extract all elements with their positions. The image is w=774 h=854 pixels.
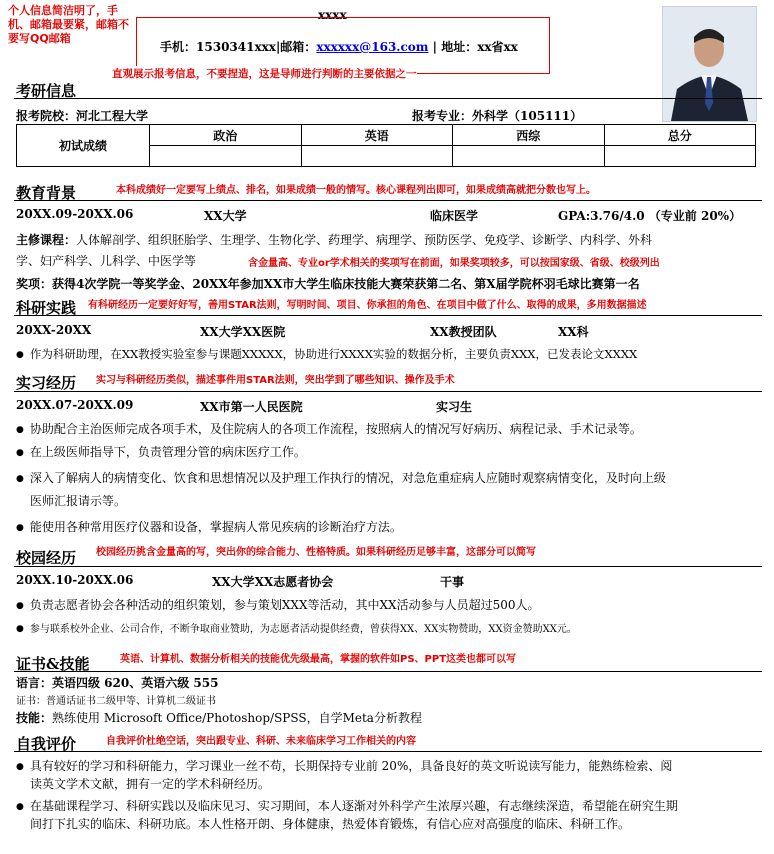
campus-bullet: ● 参与联系校外企业、公司合作，不断争取商业赞助，为志愿者活动提供经费，曾获得XX、XX实物赞助，XX资金赞助XX元。 — [16, 620, 577, 635]
research-date: 20XX-20XX — [16, 323, 92, 337]
edu-courses — [16, 231, 652, 248]
phone-label: 手机： — [160, 40, 197, 54]
self-eval-bullet-cont: 间打下扎实的临床、科研功底。本人性格开朗、身体健康，热爱体育锻炼，有信心应对高强度的临床、科研工作。 — [30, 817, 631, 831]
edu-courses-2: 学、妇产科学、儿科学、中医学等 — [16, 254, 197, 268]
intern-role: 实习生 — [436, 400, 473, 414]
major-label: 报考专业： — [412, 109, 473, 123]
campus-role: 干事 — [440, 575, 465, 589]
divider — [14, 315, 762, 316]
self-eval-bullet-cont: 读英文学术文献，拥有一定的学术科研经历。 — [30, 777, 271, 791]
cert-skills — [16, 709, 422, 726]
divider — [14, 671, 762, 672]
intern-bullet: ● 深入了解病人的病情变化、饮食和思想情况以及护理工作执行的情况，对急危重症病人应随时观察病情变化，及时向上级 — [16, 469, 666, 486]
profile-photo — [662, 6, 757, 122]
note-self-eval: 自我评价杜绝空话，突出跟专业、科研、未来临床学习工作相关的内容 — [106, 736, 416, 747]
note-cert: 英语、计算机、数据分析相关的技能优先级最高，掌握的软件如PS、PPT这类也都可以写 — [120, 654, 517, 665]
section-title-campus: 校园经历 — [16, 549, 77, 567]
intern-bullet-cont: 医师汇报请示等。 — [30, 494, 127, 508]
edu-major: 临床医学 — [430, 209, 479, 223]
self-eval-bullet: ● 在基础课程学习、科研实践以及临床见习、实习期间，本人逐渐对外科学产生浓厚兴趣，有志继续深造，希望能在研究生期 — [16, 797, 678, 814]
note-campus: 校园经历挑含金量高的写，突出你的综合能力、性格特质。如果科研经历足够丰富，这部分可以简写 — [96, 547, 536, 558]
email-link[interactable]: xxxxxx@163.com — [316, 40, 429, 54]
score-table — [16, 124, 756, 167]
intern-bullet: ● 能使用各种常用医疗仪器和设备，掌握病人常见疾病的诊断治疗方法。 — [16, 518, 402, 535]
person-silhouette-icon — [663, 7, 756, 121]
divider — [14, 98, 762, 99]
note-education: 本科成绩好一定要写上绩点、排名，如果成绩一般的情写。核心课程列出即可，如果成绩高就把分数也写上。 — [116, 185, 596, 196]
school-label: 报考院校： — [16, 109, 77, 123]
campus-org: XX大学XX志愿者协会 — [212, 575, 334, 589]
note-research: 有科研经历一定要好好写，善用STAR法则，写明时间、项目、你承担的角色、在项目中做了什么、取得的成果，多用数据描述 — [88, 300, 647, 311]
subject-total: 总分 — [604, 125, 756, 146]
exam-major — [412, 107, 582, 124]
section-title-cert: 证书&技能 — [16, 655, 90, 673]
divider — [14, 566, 762, 567]
divider — [14, 200, 762, 201]
research-team: XX教授团队 — [430, 325, 497, 339]
research-org: XX大学XX医院 — [200, 325, 286, 339]
contact-line — [160, 38, 518, 55]
research-dept: XX科 — [558, 325, 589, 339]
section-title-education: 教育背景 — [16, 184, 77, 202]
edu-school: XX大学 — [204, 209, 247, 223]
cert-certs: 证书：普通话证书二级甲等、计算机二级证书 — [16, 696, 216, 707]
divider — [14, 391, 762, 392]
subject-politics: 政治 — [150, 125, 302, 146]
section-title-self-eval: 自我评价 — [16, 735, 77, 753]
intern-bullet: ● 协助配合主治医师完成各项手术，及住院病人的各项工作流程，按照病人的情况写好病历、病程记录、手术记录等。 — [16, 420, 642, 437]
note-awards: 含金量高、专业or学术相关的奖项写在前面，如果奖项较多，可以按国家级、省级、校级列出 — [248, 258, 660, 269]
edu-gpa: GPA:3.76/4.0 （专业前 20%） — [558, 209, 742, 223]
score-row-label: 初试成绩 — [17, 125, 150, 167]
note-internship: 实习与科研经历类似，描述事件用STAR法则，突出学到了哪些知识、操作及手术 — [96, 375, 455, 386]
subject-english: 英语 — [301, 125, 453, 146]
note-exam-info: 直观展示报考信息，不要捏造，这是导师进行判断的主要依据之一 — [112, 68, 417, 80]
cert-language: 语言：英语四级 620、英语六级 555 — [16, 676, 219, 690]
courses-label: 主修课程： — [16, 233, 77, 247]
subject-medical: 西综 — [453, 125, 605, 146]
address-value: xx省xx — [477, 40, 518, 54]
phone-value: 1530341xxx — [196, 40, 276, 54]
edu-date: 20XX.09-20XX.06 — [16, 207, 134, 221]
intern-org: XX市第一人民医院 — [200, 400, 303, 414]
campus-date: 20XX.10-20XX.06 — [16, 573, 134, 587]
section-title-internship: 实习经历 — [16, 374, 77, 392]
divider — [14, 751, 762, 752]
score-cell — [301, 146, 453, 167]
note-contact: 个人信息简洁明了，手机、邮箱最要紧，邮箱不要写QQ邮箱 — [8, 4, 129, 45]
score-cell — [604, 146, 756, 167]
skills-label: 技能： — [16, 711, 53, 725]
research-bullet: ● 作为科研助理，在XX教授实验室参与课题XXXXX，协助进行XXXX实验的数据分析，主要负责XXX，已发表论文XXXX — [16, 346, 637, 362]
exam-school — [16, 107, 148, 124]
campus-bullet: ● 负责志愿者协会各种活动的组织策划，参与策划XXX等活动，其中XX活动参与人员超过500人。 — [16, 596, 539, 613]
intern-date: 20XX.07-20XX.09 — [16, 398, 134, 412]
courses-value: 人体解剖学、组织胚胎学、生理学、生物化学、药理学、病理学、预防医学、免疫学、诊断学、内科学、外科 — [76, 233, 653, 247]
intern-bullet: ● 在上级医师指导下，负责管理分管的病床医疗工作。 — [16, 443, 306, 460]
major-value: 外科学（105111） — [472, 109, 583, 123]
section-title-exam: 考研信息 — [16, 82, 77, 100]
section-title-research: 科研实践 — [16, 299, 77, 317]
address-label: | 地址： — [428, 40, 478, 54]
score-cell — [150, 146, 302, 167]
email-label: |邮箱： — [275, 40, 317, 54]
score-cell — [453, 146, 605, 167]
applicant-name: xxxx — [318, 8, 347, 22]
school-value: 河北工程大学 — [76, 109, 149, 123]
edu-awards: 奖项：获得4次学院一等奖学金、20XX年参加XX市大学生临床技能大赛荣获第二名、第X届学院杯羽毛球比赛第一名 — [16, 277, 640, 291]
skills-value: 熟练使用 Microsoft Office/Photoshop/SPSS，自学Meta分析教程 — [52, 711, 422, 725]
self-eval-bullet: ● 具有较好的学习和科研能力，学习课业一丝不苟，长期保持专业前 20%，具备良好的英文听说读写能力，能熟练检索、阅 — [16, 757, 672, 774]
